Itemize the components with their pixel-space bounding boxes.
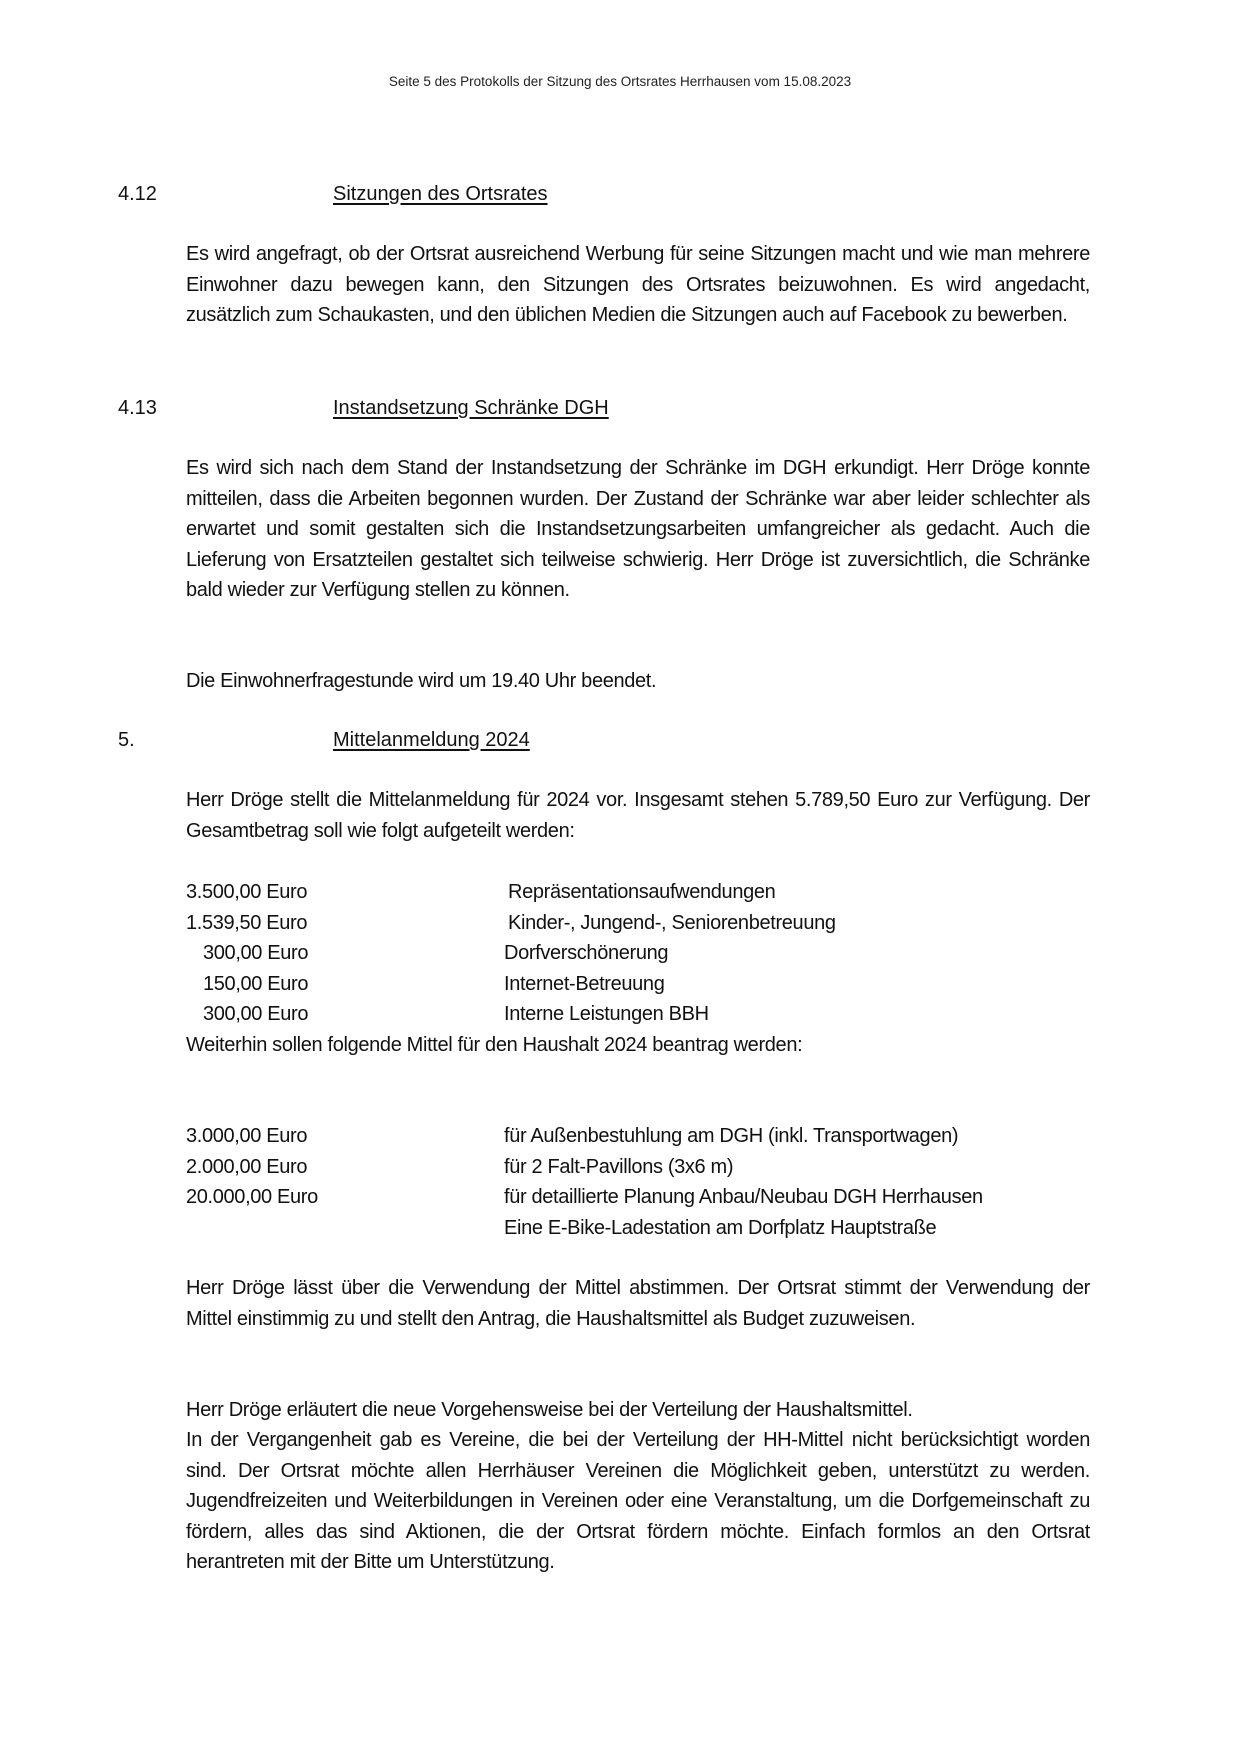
procedure-first-line: Herr Dröge erläutert die neue Vorgehensweise bei der Verteilung der Haushaltsmittel. (186, 1399, 913, 1421)
budget-request-purpose: Eine E-Bike-Ladestation am Dorfplatz Hauptstraße (504, 1216, 937, 1239)
allocation-purpose: Kinder-, Jungend-, Seniorenbetreuung (508, 911, 836, 934)
allocation-amount: 150,00 Euro (203, 972, 309, 995)
budget-request-amount: 20.000,00 Euro (186, 1186, 318, 1208)
procedure-paragraph: In der Vergangenheit gab es Vereine, die bei der Verteilung der HH-Mittel nicht berücksichtigt worden sind. Der Ortsrat möchte allen Herrhäuser Vereinen die Möglichkeit geben, unterstützt zu werden. Jugendfreizeiten und Weiterbildungen in Vereinen oder eine Veranstaltung, um die Dorfgemeinschaft zu fördern, alles das sind Aktionen, die der Ortsrat fördern möchte. Einfach formlos an den Ortsrat herantreten mit der Bitte um Unterstützung. (186, 1429, 1090, 1573)
vote-paragraph: Herr Dröge lässt über die Verwendung der Mittel abstimmen. Der Ortsrat stimmt der Verwendung der Mittel einstimmig zu und stellt den Antrag, die Haushaltsmittel als Budget zuzuweisen. (186, 1277, 1090, 1330)
budget-request-row (186, 1152, 1090, 1183)
budget-request-amount: 3.000,00 Euro (186, 1125, 308, 1147)
section-title: Instandsetzung Schränke DGH (333, 397, 609, 419)
budget-request-list (186, 1121, 1090, 1243)
budget-request-purpose: für detaillierte Planung Anbau/Neubau DGH Herrhausen (504, 1186, 983, 1208)
allocation-amount: 300,00 Euro (203, 1003, 309, 1025)
section-number: 4.12 (118, 183, 157, 205)
section-number: 5. (118, 729, 135, 751)
section-title: Mittelanmeldung 2024 (333, 729, 530, 751)
allocation-amount: 300,00 Euro (203, 942, 309, 964)
allocation-purpose: Dorfverschönerung (504, 942, 669, 964)
budget-request-purpose: für Außenbestuhlung am DGH (inkl. Transportwagen) (504, 1125, 959, 1147)
budget-request-amount: 2.000,00 Euro (186, 1155, 308, 1178)
allocation-row (186, 908, 1090, 939)
allocation-purpose: Internet-Betreuung (504, 972, 665, 995)
section-number: 4.13 (118, 397, 157, 419)
section-title: Sitzungen des Ortsrates (333, 183, 548, 205)
allocation-amount: 1.539,50 Euro (186, 911, 308, 934)
allocation-row (186, 969, 1090, 1000)
allocation-purpose: Repräsentationsaufwendungen (508, 881, 776, 903)
budget-request-row (186, 1182, 1090, 1213)
section-paragraph: Es wird sich nach dem Stand der Instandsetzung der Schränke im DGH erkundigt. Herr Dröge konnte mitteilen, dass die Arbeiten begonnen wurden. Der Zustand der Schränke war aber leider schlechter als erwartet und somit gestalten sich die Instandsetzungsarbeiten umfangreicher als gedacht. Auch die Lieferung von Ersatzteilen gestaltet sich teilweise schwierig. Herr Dröge ist zuversichtlich, die Schränke bald wieder zur Verfügung stellen zu können. (186, 457, 1090, 601)
budget-request-purpose: für 2 Falt-Pavillons (3x6 m) (504, 1155, 734, 1178)
allocation-purpose: Interne Leistungen BBH (504, 1003, 709, 1025)
closing-note: Die Einwohnerfragestunde wird um 19.40 Uhr beendet. (186, 670, 657, 692)
allocation-row (186, 938, 1090, 969)
allocation-amount: 3.500,00 Euro (186, 881, 308, 903)
page-header: Seite 5 des Protokolls der Sitzung des Ortsrates Herrhausen vom 15.08.2023 (388, 74, 852, 89)
budget-request-row (186, 1121, 1090, 1152)
allocation-list (186, 877, 1090, 1030)
budget-request-row (186, 1213, 1090, 1244)
allocation-intro: Herr Dröge stellt die Mittelanmeldung für 2024 vor. Insgesamt stehen 5.789,50 Euro zur Verfügung. Der Gesamtbetrag soll wie folgt aufgeteilt werden: (186, 789, 1090, 842)
budget-intro: Weiterhin sollen folgende Mittel für den Haushalt 2024 beantrag werden: (186, 1034, 803, 1056)
allocation-row (186, 877, 1090, 908)
allocation-row (186, 999, 1090, 1030)
section-paragraph: Es wird angefragt, ob der Ortsrat ausreichend Werbung für seine Sitzungen macht und wie man mehrere Einwohner dazu bewegen kann, den Sitzungen des Ortsrates beizuwohnen. Es wird angedacht, zusätzlich zum Schaukasten, und den üblichen Medien die Sitzungen auch auf Facebook zu bewerben. (186, 243, 1090, 326)
